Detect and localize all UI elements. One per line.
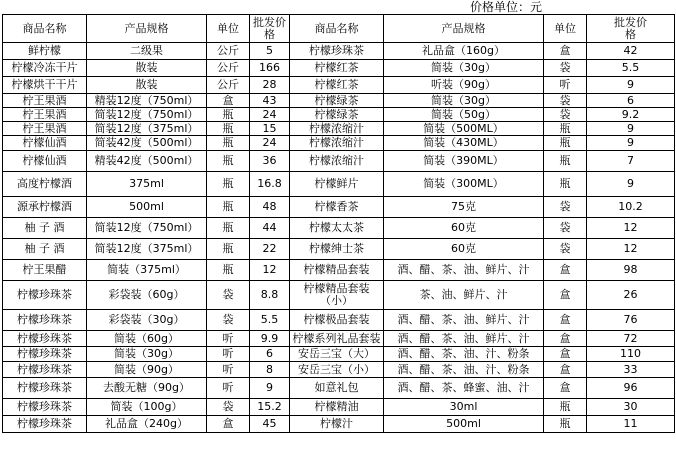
left-spec-cell: 简装（375ml） — [87, 260, 207, 281]
right-price-cell: 12 — [587, 218, 675, 239]
right-unit-cell: 袋 — [544, 197, 587, 218]
right-price-cell: 5.5 — [587, 60, 675, 77]
left-unit-cell: 瓶 — [207, 172, 250, 197]
right-price-cell: 7 — [587, 151, 675, 172]
right-name-cell: 柠檬绿茶 — [290, 94, 384, 108]
left-name-cell: 源承柠檬酒 — [3, 197, 87, 218]
left-spec-cell: 简装（100g） — [87, 399, 207, 416]
left-price-cell: 15.2 — [250, 399, 290, 416]
right-unit-cell: 盒 — [544, 310, 587, 331]
header-spec: 产品规格 — [87, 15, 207, 43]
left-spec-cell: 简装（90g） — [87, 362, 207, 378]
left-price-cell: 15 — [250, 122, 290, 136]
right-name-cell: 柠檬红茶 — [290, 77, 384, 94]
right-price-cell: 6 — [587, 94, 675, 108]
left-name-cell: 柠王果酒 — [3, 108, 87, 122]
right-name-cell: 如意礼包 — [290, 378, 384, 399]
table-row — [3, 94, 675, 108]
header-name: 商品名称 — [3, 15, 87, 43]
right-price-cell: 9 — [587, 136, 675, 151]
left-unit-cell: 瓶 — [207, 239, 250, 260]
left-unit-cell: 公斤 — [207, 77, 250, 94]
table-row — [3, 362, 675, 378]
right-spec-cell: 酒、醋、茶、油、汁、粉条 — [384, 362, 544, 378]
right-price-cell: 10.2 — [587, 197, 675, 218]
right-spec-cell: 听装（90g） — [384, 77, 544, 94]
right-spec-cell: 60克 — [384, 239, 544, 260]
right-unit-cell: 瓶 — [544, 416, 587, 433]
left-price-cell: 44 — [250, 218, 290, 239]
right-name-cell: 柠檬绅士茶 — [290, 239, 384, 260]
right-spec-cell: 酒、醋、茶、蜂蜜、油、汁 — [384, 378, 544, 399]
header-unit: 单位 — [544, 15, 587, 43]
right-price-cell: 76 — [587, 310, 675, 331]
right-spec-cell: 茶、油、鲜片、汁 — [384, 281, 544, 310]
right-unit-cell: 盒 — [544, 281, 587, 310]
table-row — [3, 239, 675, 260]
right-name-cell: 柠檬精品套装 — [290, 260, 384, 281]
left-price-cell: 9.9 — [250, 331, 290, 347]
left-price-cell: 8.8 — [250, 281, 290, 310]
right-price-cell: 9 — [587, 77, 675, 94]
left-unit-cell: 听 — [207, 362, 250, 378]
left-name-cell: 鲜柠檬 — [3, 43, 87, 60]
left-name-cell: 柚 子 酒 — [3, 218, 87, 239]
right-name-cell: 柠檬绿茶 — [290, 108, 384, 122]
table-row — [3, 43, 675, 60]
left-name-cell: 柠檬珍珠茶 — [3, 310, 87, 331]
left-price-cell: 5.5 — [250, 310, 290, 331]
right-name-cell: 柠檬精品套装（小） — [290, 281, 384, 310]
right-name-cell: 柠檬极品套装 — [290, 310, 384, 331]
left-spec-cell: 简装（30g） — [87, 347, 207, 362]
table-row — [3, 108, 675, 122]
left-spec-cell: 简装12度（750ml） — [87, 218, 207, 239]
left-unit-cell: 瓶 — [207, 218, 250, 239]
right-price-cell: 72 — [587, 331, 675, 347]
left-spec-cell: 简装12度（375ml） — [87, 239, 207, 260]
right-name-cell: 柠檬汁 — [290, 416, 384, 433]
table-row — [3, 399, 675, 416]
right-name-cell: 柠檬浓缩汁 — [290, 122, 384, 136]
left-spec-cell: 礼品盒（240g） — [87, 416, 207, 433]
table-row — [3, 136, 675, 151]
right-spec-cell: 简装（30g） — [384, 60, 544, 77]
left-price-cell: 16.8 — [250, 172, 290, 197]
right-price-cell: 42 — [587, 43, 675, 60]
left-name-cell: 柠檬仙酒 — [3, 136, 87, 151]
header-price: 批发价格 — [587, 15, 675, 43]
left-unit-cell: 瓶 — [207, 122, 250, 136]
left-price-cell: 36 — [250, 151, 290, 172]
left-name-cell: 柠檬珍珠茶 — [3, 378, 87, 399]
right-spec-cell: 酒、醋、茶、油、鲜片、汁 — [384, 310, 544, 331]
left-price-cell: 12 — [250, 260, 290, 281]
right-name-cell: 安岳三宝（大） — [290, 347, 384, 362]
table-row — [3, 331, 675, 347]
right-name-cell: 柠檬鲜片 — [290, 172, 384, 197]
left-unit-cell: 瓶 — [207, 197, 250, 218]
right-price-cell: 9.2 — [587, 108, 675, 122]
left-name-cell: 柠王果醋 — [3, 260, 87, 281]
right-unit-cell: 袋 — [544, 60, 587, 77]
right-unit-cell: 瓶 — [544, 122, 587, 136]
right-price-cell: 9 — [587, 172, 675, 197]
left-unit-cell: 听 — [207, 347, 250, 362]
left-unit-cell: 盒 — [207, 94, 250, 108]
right-name-cell: 柠檬太太茶 — [290, 218, 384, 239]
left-spec-cell: 简装12度（375ml） — [87, 122, 207, 136]
right-unit-cell: 盒 — [544, 260, 587, 281]
right-name-cell: 安岳三宝（小） — [290, 362, 384, 378]
left-spec-cell: 彩袋装（60g） — [87, 281, 207, 310]
left-name-cell: 柠檬珍珠茶 — [3, 399, 87, 416]
right-spec-cell: 酒、醋、茶、油、汁、粉条 — [384, 347, 544, 362]
right-name-cell: 柠檬红茶 — [290, 60, 384, 77]
left-unit-cell: 袋 — [207, 281, 250, 310]
right-spec-cell: 简装（50g） — [384, 108, 544, 122]
left-spec-cell: 375ml — [87, 172, 207, 197]
right-spec-cell: 60克 — [384, 218, 544, 239]
right-spec-cell: 酒、醋、茶、油、鲜片、汁 — [384, 260, 544, 281]
table-row — [3, 77, 675, 94]
right-unit-cell: 袋 — [544, 94, 587, 108]
table-row — [3, 151, 675, 172]
table-row — [3, 260, 675, 281]
left-spec-cell: 散装 — [87, 77, 207, 94]
left-price-cell: 5 — [250, 43, 290, 60]
right-unit-cell: 袋 — [544, 239, 587, 260]
left-unit-cell: 公斤 — [207, 60, 250, 77]
left-spec-cell: 二级果 — [87, 43, 207, 60]
right-spec-cell: 礼品盒（160g） — [384, 43, 544, 60]
table-row — [3, 122, 675, 136]
left-name-cell: 柠檬珍珠茶 — [3, 416, 87, 433]
left-name-cell: 柠王果酒 — [3, 94, 87, 108]
left-price-cell: 9 — [250, 378, 290, 399]
left-name-cell: 高度柠檬酒 — [3, 172, 87, 197]
left-spec-cell: 精装42度（500ml） — [87, 151, 207, 172]
right-price-cell: 98 — [587, 260, 675, 281]
right-unit-cell: 盒 — [544, 347, 587, 362]
right-unit-cell: 盒 — [544, 378, 587, 399]
left-spec-cell: 简装42度（500ml） — [87, 136, 207, 151]
right-price-cell: 33 — [587, 362, 675, 378]
left-name-cell: 柠王果酒 — [3, 122, 87, 136]
left-price-cell: 28 — [250, 77, 290, 94]
left-name-cell: 柠檬冷冻干片 — [3, 60, 87, 77]
left-price-cell: 6 — [250, 347, 290, 362]
left-unit-cell: 瓶 — [207, 136, 250, 151]
left-unit-cell: 瓶 — [207, 108, 250, 122]
left-price-cell: 43 — [250, 94, 290, 108]
header-name: 商品名称 — [290, 15, 384, 43]
right-name-cell: 柠檬精油 — [290, 399, 384, 416]
table-row — [3, 310, 675, 331]
right-spec-cell: 简装（300ML） — [384, 172, 544, 197]
right-unit-cell: 瓶 — [544, 399, 587, 416]
left-unit-cell: 听 — [207, 331, 250, 347]
right-unit-cell: 听 — [544, 77, 587, 94]
left-name-cell: 柠檬珍珠茶 — [3, 331, 87, 347]
left-price-cell: 8 — [250, 362, 290, 378]
left-price-cell: 45 — [250, 416, 290, 433]
right-price-cell: 26 — [587, 281, 675, 310]
right-unit-cell: 盒 — [544, 362, 587, 378]
right-unit-cell: 袋 — [544, 218, 587, 239]
table-row — [3, 416, 675, 433]
table-row — [3, 172, 675, 197]
left-name-cell: 柠檬烘干干片 — [3, 77, 87, 94]
right-spec-cell: 简装（30g） — [384, 94, 544, 108]
right-name-cell: 柠檬浓缩汁 — [290, 136, 384, 151]
left-spec-cell: 精装12度（750ml） — [87, 94, 207, 108]
right-unit-cell: 袋 — [544, 108, 587, 122]
left-spec-cell: 彩袋装（30g） — [87, 310, 207, 331]
table-row — [3, 281, 675, 310]
left-name-cell: 柠檬仙酒 — [3, 151, 87, 172]
left-price-cell: 24 — [250, 136, 290, 151]
left-price-cell: 48 — [250, 197, 290, 218]
table-row — [3, 218, 675, 239]
left-name-cell: 柠檬珍珠茶 — [3, 281, 87, 310]
right-price-cell: 12 — [587, 239, 675, 260]
right-spec-cell: 简装（500ML） — [384, 122, 544, 136]
right-price-cell: 11 — [587, 416, 675, 433]
left-unit-cell: 瓶 — [207, 260, 250, 281]
price-unit-note: 价格单位：元 — [470, 0, 543, 14]
table-row — [3, 378, 675, 399]
price-table — [2, 14, 675, 433]
header-unit: 单位 — [207, 15, 250, 43]
left-unit-cell: 盒 — [207, 416, 250, 433]
right-spec-cell: 酒、醋、茶、油、鲜片、汁 — [384, 331, 544, 347]
right-price-cell: 9 — [587, 122, 675, 136]
table-row — [3, 197, 675, 218]
right-unit-cell: 瓶 — [544, 172, 587, 197]
left-name-cell: 柠檬珍珠茶 — [3, 362, 87, 378]
right-unit-cell: 瓶 — [544, 136, 587, 151]
left-price-cell: 22 — [250, 239, 290, 260]
right-price-cell: 96 — [587, 378, 675, 399]
left-price-cell: 24 — [250, 108, 290, 122]
right-spec-cell: 500ml — [384, 416, 544, 433]
left-unit-cell: 袋 — [207, 399, 250, 416]
right-unit-cell: 盒 — [544, 331, 587, 347]
left-unit-cell: 听 — [207, 378, 250, 399]
left-name-cell: 柚 子 酒 — [3, 239, 87, 260]
left-spec-cell: 散装 — [87, 60, 207, 77]
right-spec-cell: 简装（430ML） — [384, 136, 544, 151]
header-spec: 产品规格 — [384, 15, 544, 43]
right-price-cell: 110 — [587, 347, 675, 362]
left-name-cell: 柠檬珍珠茶 — [3, 347, 87, 362]
left-unit-cell: 瓶 — [207, 151, 250, 172]
table-row — [3, 347, 675, 362]
right-spec-cell: 75克 — [384, 197, 544, 218]
right-unit-cell: 瓶 — [544, 151, 587, 172]
left-unit-cell: 袋 — [207, 310, 250, 331]
right-spec-cell: 30ml — [384, 399, 544, 416]
right-name-cell: 柠檬珍珠茶 — [290, 43, 384, 60]
left-spec-cell: 简装12度（750ml） — [87, 108, 207, 122]
right-spec-cell: 简装（390ML） — [384, 151, 544, 172]
header-price: 批发价格 — [250, 15, 290, 43]
right-name-cell: 柠檬香茶 — [290, 197, 384, 218]
left-price-cell: 166 — [250, 60, 290, 77]
table-header-row — [3, 15, 675, 43]
right-name-cell: 柠檬系列礼品套装 — [290, 331, 384, 347]
left-spec-cell: 去酸无糖（90g） — [87, 378, 207, 399]
left-spec-cell: 500ml — [87, 197, 207, 218]
right-unit-cell: 盒 — [544, 43, 587, 60]
right-price-cell: 30 — [587, 399, 675, 416]
right-name-cell: 柠檬浓缩汁 — [290, 151, 384, 172]
table-row — [3, 60, 675, 77]
left-spec-cell: 简装（60g） — [87, 331, 207, 347]
left-unit-cell: 公斤 — [207, 43, 250, 60]
